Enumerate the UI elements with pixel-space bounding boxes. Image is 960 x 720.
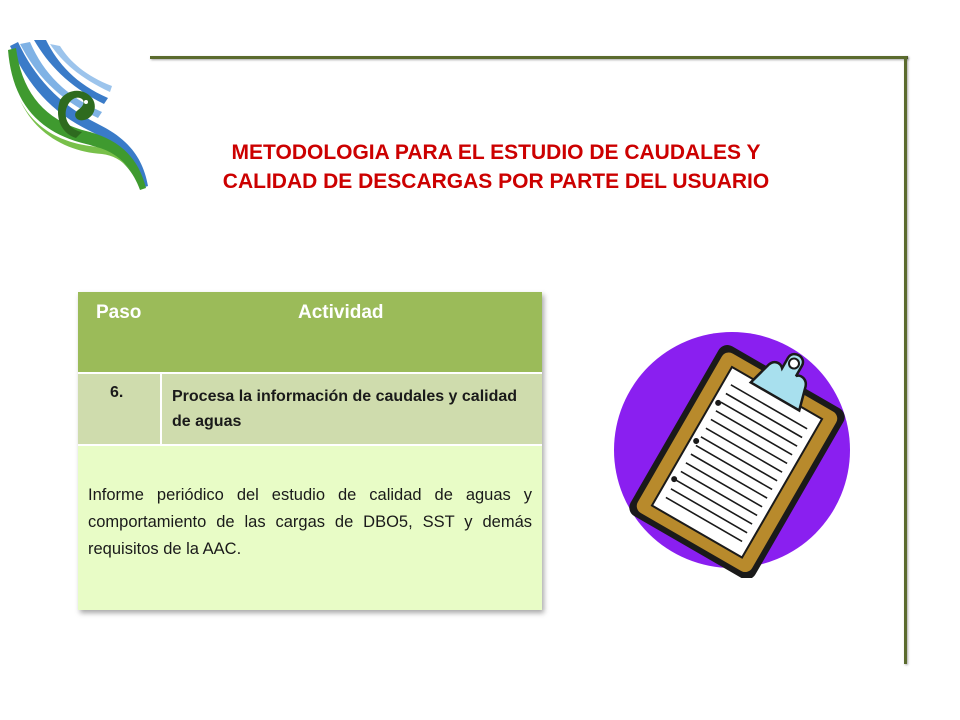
title-line-2: CALIDAD DE DESCARGAS POR PARTE DEL USUARIO (222, 170, 770, 193)
row-actividad: Procesa la información de caudales y calidad de aguas (172, 388, 518, 430)
frame-right-line (904, 56, 907, 664)
header-actividad: Actividad (298, 302, 384, 323)
table-header-row (78, 292, 542, 374)
page-title (140, 138, 852, 196)
clipboard-icon (612, 324, 860, 578)
frame-top-line (150, 56, 908, 59)
header-paso: Paso (96, 302, 142, 323)
note-text: Informe periódico del estudio de calidad de aguas y comportamiento de las cargas de DBO5, SST y demás requisitos de la AAC. (88, 486, 532, 558)
column-divider (160, 374, 162, 444)
row-paso: 6. (110, 384, 124, 401)
logo-text: CRA (42, 151, 78, 177)
title-line-1: METODOLOGIA PARA EL ESTUDIO DE CAUDALES Y (231, 141, 761, 164)
table-row (78, 374, 542, 446)
cra-logo-icon (6, 40, 156, 192)
activity-table (78, 292, 542, 610)
table-note-row (78, 446, 542, 610)
